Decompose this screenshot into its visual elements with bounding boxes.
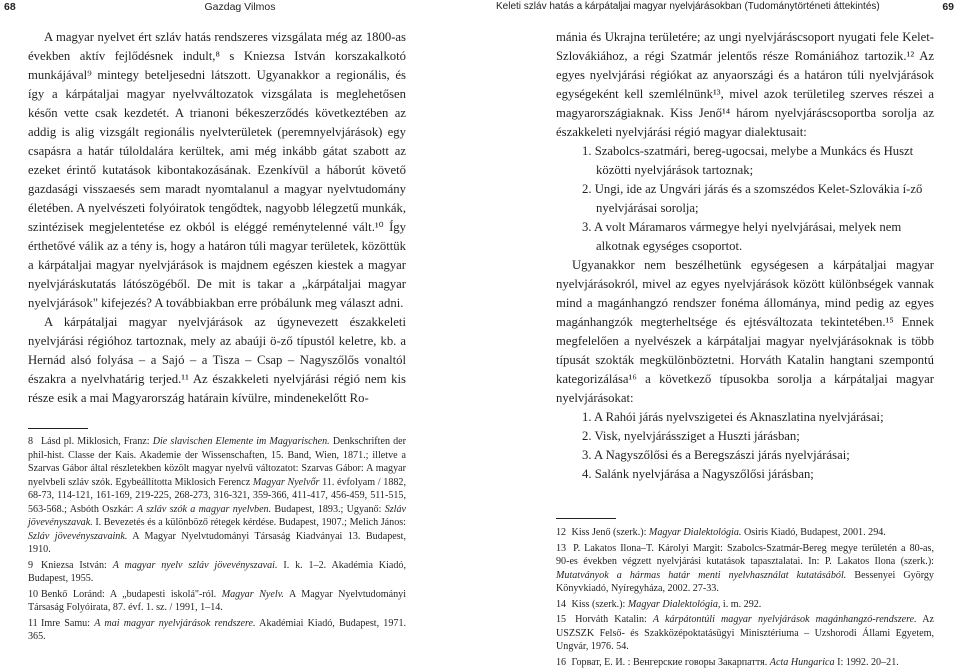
dialect-type-list bbox=[556, 408, 934, 484]
footnote-16: 16 Горват, Е. И. : Венгерские говоры Закарпаття. Acta Hungarica I: 1992. 20–21. bbox=[556, 656, 899, 668]
footnote-15: 15 Horváth Katalin: A kárpátontúli magyar nyelvjárások magánhangzó-rendszere. Az USZSZK Felső- és Szakközépoktatásügyi Minisztériuma – Uzshorodi Állami Egyetem, Ungvár, 1976. 54. bbox=[556, 614, 934, 652]
right-paragraph-2: Ugyanakkor nem beszélhetünk egységesen a kárpátaljai magyar nyelvjárásokról, mivel az egyes nyelvjárások között különbségek vannak mind a magánhangzó rendszer fonéma állománya, mind pedig az egyes magánhangzók megterheltsége és ejtésváltozata tekintetében.¹⁵ Ennek megfelelően a nyelvészek a kárpátaljai magyar nyelvjárásoknak is több típusát szokták megkülönböztetni. Horváth Katalin hangtani szempontú kategorizálása¹⁶ a következő típusokba sorolja a kárpátaljai magyar nyelvjárásokat: bbox=[556, 258, 934, 405]
right-column bbox=[556, 28, 934, 671]
footnote-12: 12 Kiss Jenő (szerk.): Magyar Dialektológia. Osiris Kiadó, Budapest, 2001. 294. bbox=[556, 527, 886, 538]
page-number-left: 68 bbox=[4, 1, 16, 13]
footnote-10: 10 Benkő Loránd: A „budapesti iskolá"-ról. Magyar Nyelv. A Magyar Nyelvtudományi Társaság Folyóirata, 87. évf. 1. sz. / 1991, 1–14. bbox=[28, 588, 407, 613]
left-paragraph-1: A magyar nyelvet ért szláv hatás rendszeres vizsgálata még az 1800-as években aktív fejlődésnek indult,⁸ s Kniezsa István korszakalkotó munkájával⁹ mintegy beteljesedni látszott. Ugyanakkor a regionális, és így a kárpátaljai magyar nyelvváltozatok vizsgálata is meglehetősen későn vette csak kezdetét. A trianoni békeszerződés következtében az addig is alig vizsgált regionális nyelvterületek (peremnyelvjárások) egy csapásra a határ túloldalára kerültek, ami még inkább gátat szabott az ezeket érintő kutatások kibontakozásának. Ezenkívül a háborút követő gazdasági visszaesés sem maradt nyomtalanul a magyar nyelvtudomány életében. A nyelvészeti folyóiratok tengődtek, nagyobb lélegzetű munkák, szintézisek megjelentetése ez okból is eléggé reménytelenné vált.¹⁰ Így érthetővé válik az a tény is, hogy a határon túli magyar területek, közöttük a kárpátaljai magyar nyelvjárások is majdnem egészen kiestek a magyar nyelvjáráskutatás látószögéből. De mit is takar a „kárpátaljai magyar nyelvjárások" kifejezés? A továbbiakban erre próbálunk meg választ adni. bbox=[28, 30, 406, 310]
footnote-9: 9 Kniezsa István: A magyar nyelv szláv jövevényszavai. I. k. 1–2. Akadémia Kiadó, Budapest, 1955. bbox=[28, 559, 406, 584]
list-item: 4. Salánk nyelvjárása a Nagyszőlősi járásban; bbox=[582, 467, 814, 481]
list-item: 1. A Rahói járás nyelvszigetei és Aknaszlatina nyelvjárásai; bbox=[582, 410, 884, 424]
dialect-group-list bbox=[556, 142, 934, 256]
list-item: 1. Szabolcs-szatmári, bereg-ugocsai, melybe a Munkács és Huszt közötti nyelvjárások tartoznak; bbox=[582, 144, 914, 177]
list-item: 3. A volt Máramaros vármegye helyi nyelvjárásai, melyek nem alkotnak egységes csoportot. bbox=[582, 220, 902, 253]
right-paragraph-1: mánia és Ukrajna területére; az ungi nyelvjáráscsoport nyugati fele Kelet-Szlovákiához, a régi Szatmár jelentős része Romániához tartozik.¹² Az egyes nyelvjárási régiókat az anyaországi és a határon túli nyelvjárások egységeként kell szemlélnünk¹³, mivel azok területileg szerves részei a magyarországiaknak. Kiss Jenő¹⁴ három nyelvjáráscsoportba sorolja az északkeleti nyelvjárási régió magyar dialektusait: bbox=[556, 30, 934, 139]
left-paragraph-2: A kárpátaljai magyar nyelvjárások az úgynevezett északkeleti nyelvjárási régióhoz tartoznak, mely az abaúji ö-ző típustól keletre, kb. a Hernád alsó folyása – a Sajó – a Tisza – Csap – Nagyszőlős vonaltól északra a nyelvhatárig terjed.¹¹ Az északkeleti nyelvjárási régió nem kis része esik a mai Magyarország határain kívülre, mindenekelőtt Ro- bbox=[28, 315, 406, 405]
running-header-right: Keleti szláv hatás a kárpátaljai magyar nyelvjárásokban (Tudománytörténeti áttekintés) bbox=[496, 1, 880, 12]
list-item: 3. A Nagyszőlősi és a Beregszászi járás nyelvjárásai; bbox=[582, 448, 850, 462]
footnote-11: 11 Imre Samu: A mai magyar nyelvjárások rendszere. Akadémiai Kiadó, Budapest, 1971. 365. bbox=[28, 617, 407, 642]
list-item: 2. Ungi, ide az Ungvári járás és a szomszédos Kelet-Szlovákia í-ző nyelvjárásai sorolja; bbox=[582, 182, 923, 215]
right-footnotes bbox=[556, 526, 934, 669]
footnote-13: 13 P. Lakatos Ilona–T. Károlyi Margit: Szabolcs-Szatmár-Bereg megye területén a 80-as, 90-es években végzett nyelvjárási kutatások tapasztalatai. In: P. Lakatos Ilona (szerk.): Mutatványok a hármas határ menti nyelvhasználat kutatásából. Bessenyei György Könyvkiadó, Nyíregyháza, 2002. 27-33. bbox=[556, 542, 934, 594]
footnote-14: 14 Kiss (szerk.): Magyar Dialektológia, i. m. 292. bbox=[556, 598, 762, 610]
left-footnotes bbox=[28, 435, 406, 644]
list-item: 2. Visk, nyelvjárássziget a Huszti járásban; bbox=[582, 429, 800, 443]
left-column bbox=[28, 28, 406, 646]
page-number-right: 69 bbox=[942, 1, 954, 13]
running-header-left: Gazdag Vilmos bbox=[204, 1, 276, 13]
footnote-8: 8 Lásd pl. Miklosich, Franz: Die slavischen Elemente im Magyarischen. Denkschriften der phil-hist. Classe der Kais. Akademie der Wissenschaften, 15. Band, Wien, 1871.; illetve a Szarvas Gábor által részletekben közölt magyar nyelvű változatot: Szarvas Gábor: A magyar nyelvbeli szláv szók. Egybeállította Miklosich Ferencz Magyar Nyelvőr 11. évfolyam / 1882, 68-73, 114-121, 161-169, 219-225, 268-273, 316-321, 359-366, 411-417, 456-459, 511-515, 563-568.; Asbóth Oszkár: A szláv szók a magyar nyelvben. Budapest, 1893.; Ugyanő: Szláv jövevényszavak. I. Bevezetés és a különböző rétegek kérdése. Budapest, 1907.; Melich János: Szláv jövevényszavaink. A Magyar Nyelvtudományi Társaság Kiadványai 13. Budapest, 1910. bbox=[28, 436, 406, 555]
